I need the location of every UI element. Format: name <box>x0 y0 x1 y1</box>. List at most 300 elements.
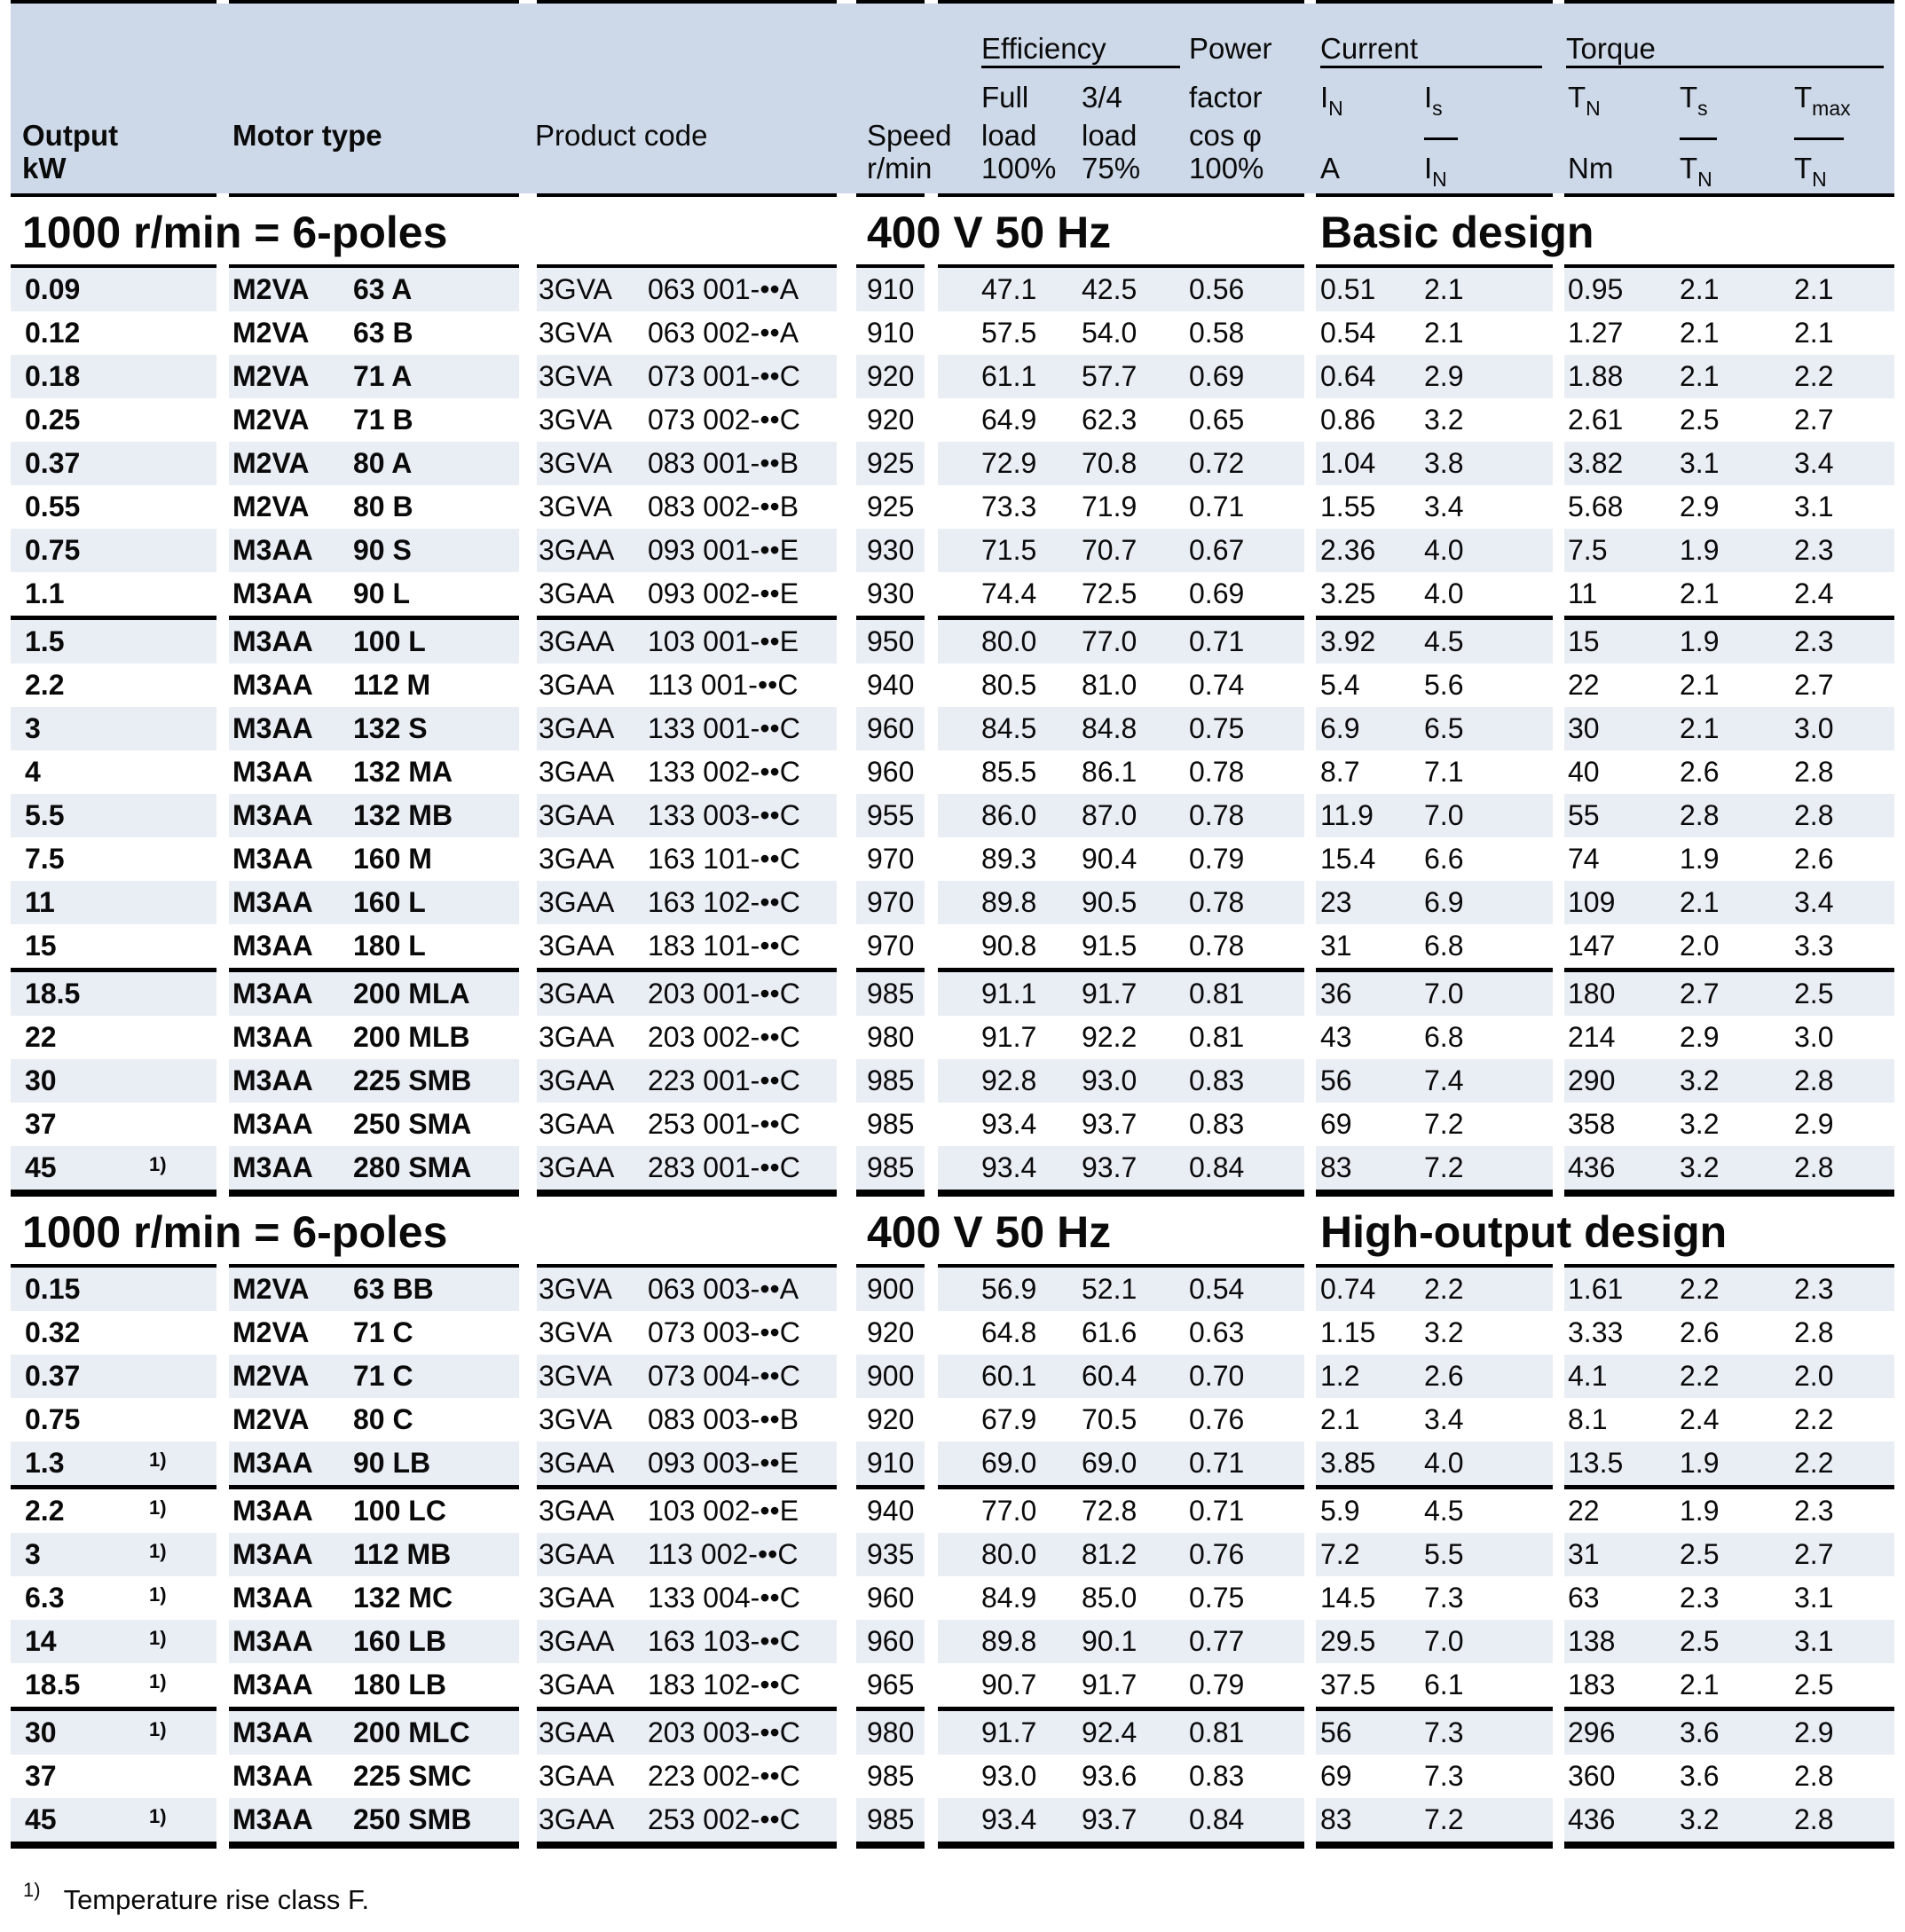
cell-eff-34: 52.1 <box>1082 1273 1137 1305</box>
cell-ts-tn-ratio: 2.2 <box>1680 1273 1720 1305</box>
cell-power-factor: 0.84 <box>1189 1803 1245 1835</box>
cell-eff-34: 91.7 <box>1082 978 1137 1009</box>
cell-eff-full: 91.1 <box>981 978 1037 1009</box>
cell-code-prefix: 3GAA <box>539 1064 615 1096</box>
cell-footnote-mark: 1) <box>149 1540 167 1562</box>
cell-motor-size: 180 L <box>353 930 426 962</box>
cell-speed: 960 <box>867 1582 915 1614</box>
cell-tmax-tn-ratio: 2.8 <box>1794 1803 1834 1835</box>
col-header-tn-unit: Nm <box>1568 152 1614 185</box>
cell-motor-series: M2VA <box>232 317 310 349</box>
cell-output: 2.2 <box>25 1495 65 1527</box>
cell-tmax-tn-ratio: 2.2 <box>1794 360 1834 392</box>
cell-code-number: 103 001-••E <box>648 625 799 657</box>
cell-code-prefix: 3GVA <box>539 491 612 522</box>
cell-eff-full: 47.1 <box>981 273 1037 305</box>
cell-tn-torque: 5.68 <box>1568 491 1624 522</box>
cell-tn-torque: 15 <box>1568 625 1600 657</box>
cell-eff-34: 90.5 <box>1082 886 1137 918</box>
cell-speed: 930 <box>867 534 915 566</box>
cell-speed: 955 <box>867 799 915 831</box>
cell-code-number: 113 002-••C <box>648 1538 799 1570</box>
cell-code-prefix: 3GAA <box>539 1582 615 1614</box>
cell-power-factor: 0.67 <box>1189 534 1245 566</box>
cell-code-number: 163 101-••C <box>648 843 800 875</box>
cell-ts-tn-ratio: 2.2 <box>1680 1360 1720 1392</box>
col-header-product-code: Product code <box>535 119 708 152</box>
cell-power-factor: 0.83 <box>1189 1064 1245 1096</box>
cell-tmax-tn-ratio: 2.8 <box>1794 756 1834 788</box>
cell-output: 0.25 <box>25 404 81 436</box>
section-title-design: High-output design <box>1320 1207 1728 1257</box>
cell-tn-torque: 13.5 <box>1568 1447 1624 1479</box>
cell-speed: 910 <box>867 317 915 349</box>
cell-motor-series: M3AA <box>232 534 313 566</box>
cell-motor-series: M3AA <box>232 978 313 1009</box>
cell-in-current: 69 <box>1320 1760 1352 1792</box>
cell-tmax-tn-ratio: 2.9 <box>1794 1716 1834 1748</box>
cell-eff-34: 57.7 <box>1082 360 1137 392</box>
cell-in-current: 1.15 <box>1320 1316 1376 1348</box>
col-header-speed: Speed <box>867 119 952 152</box>
table-row <box>0 1059 1905 1103</box>
cell-speed: 970 <box>867 886 915 918</box>
cell-motor-size: 160 L <box>353 886 426 918</box>
cell-tmax-tn-ratio: 2.9 <box>1794 1108 1834 1140</box>
cell-motor-size: 180 LB <box>353 1669 446 1700</box>
cell-code-prefix: 3GAA <box>539 625 615 657</box>
table-row <box>0 794 1905 837</box>
cell-ts-tn-ratio: 2.5 <box>1680 404 1720 436</box>
cell-code-prefix: 3GAA <box>539 799 615 831</box>
cell-motor-size: 90 S <box>353 534 412 566</box>
cell-ts-tn-ratio: 1.9 <box>1680 625 1720 657</box>
cell-footnote-mark: 1) <box>149 1627 167 1649</box>
cell-eff-full: 84.9 <box>981 1582 1037 1614</box>
cell-eff-full: 93.0 <box>981 1760 1037 1792</box>
cell-eff-34: 92.4 <box>1082 1716 1137 1748</box>
cell-is-in-ratio: 7.0 <box>1424 799 1464 831</box>
table-row <box>0 620 1905 664</box>
cell-eff-full: 60.1 <box>981 1360 1037 1392</box>
cell-code-prefix: 3GAA <box>539 843 615 875</box>
cell-motor-size: 112 MB <box>353 1538 452 1570</box>
cell-speed: 940 <box>867 1495 915 1527</box>
col-header-is-num: $I_s$ <box>1424 81 1443 120</box>
cell-is-in-ratio: 7.3 <box>1424 1760 1464 1792</box>
col-header-full-load-1: Full <box>981 81 1029 114</box>
cell-speed: 960 <box>867 1625 915 1657</box>
cell-tn-torque: 31 <box>1568 1538 1600 1570</box>
cell-is-in-ratio: 2.1 <box>1424 317 1464 349</box>
col-header-34-load-3: 75% <box>1082 152 1141 185</box>
cell-tmax-tn-ratio: 2.2 <box>1794 1447 1834 1479</box>
cell-in-current: 3.92 <box>1320 625 1376 657</box>
cell-output: 37 <box>25 1760 57 1792</box>
cell-power-factor: 0.69 <box>1189 360 1245 392</box>
cell-in-current: 36 <box>1320 978 1352 1009</box>
cell-tmax-tn-ratio: 3.4 <box>1794 886 1834 918</box>
cell-eff-full: 56.9 <box>981 1273 1037 1305</box>
cell-is-in-ratio: 3.4 <box>1424 491 1464 522</box>
cell-code-number: 253 002-••C <box>648 1803 800 1835</box>
cell-eff-34: 93.7 <box>1082 1151 1137 1183</box>
cell-speed: 970 <box>867 930 915 962</box>
cell-tn-torque: 11 <box>1568 577 1598 609</box>
cell-in-current: 56 <box>1320 1716 1352 1748</box>
cell-tmax-tn-ratio: 2.8 <box>1794 1064 1834 1096</box>
cell-in-current: 1.04 <box>1320 447 1376 479</box>
cell-motor-series: M3AA <box>232 712 313 744</box>
cell-output: 4 <box>25 756 41 788</box>
cell-code-prefix: 3GAA <box>539 1669 615 1700</box>
table-row <box>0 972 1905 1016</box>
cell-is-in-ratio: 4.5 <box>1424 625 1464 657</box>
col-header-power-3: cos φ <box>1189 119 1262 152</box>
cell-tn-torque: 63 <box>1568 1582 1600 1614</box>
cell-footnote-mark: 1) <box>149 1718 167 1740</box>
cell-in-current: 0.51 <box>1320 273 1376 305</box>
cell-is-in-ratio: 4.0 <box>1424 534 1464 566</box>
cell-speed: 985 <box>867 1108 915 1140</box>
cell-code-number: 093 003-••E <box>648 1447 799 1479</box>
cell-ts-tn-ratio: 2.1 <box>1680 273 1720 305</box>
cell-ts-tn-ratio: 2.1 <box>1680 1669 1720 1700</box>
cell-motor-size: 160 M <box>353 843 432 875</box>
section-title-voltage: 400 V 50 Hz <box>867 1207 1112 1257</box>
cell-power-factor: 0.76 <box>1189 1403 1245 1435</box>
cell-motor-series: M3AA <box>232 1538 313 1570</box>
cell-code-prefix: 3GVA <box>539 1273 612 1305</box>
cell-ts-tn-ratio: 2.9 <box>1680 1021 1720 1053</box>
cell-power-factor: 0.65 <box>1189 404 1245 436</box>
table-row <box>0 707 1905 750</box>
cell-is-in-ratio: 2.1 <box>1424 273 1464 305</box>
cell-tmax-tn-ratio: 2.8 <box>1794 1151 1834 1183</box>
cell-eff-34: 54.0 <box>1082 317 1137 349</box>
cell-eff-full: 84.5 <box>981 712 1037 744</box>
group-header-efficiency: Efficiency <box>981 32 1106 65</box>
cell-power-factor: 0.83 <box>1189 1760 1245 1792</box>
cell-speed: 970 <box>867 843 915 875</box>
cell-ts-tn-ratio: 2.1 <box>1680 360 1720 392</box>
cell-in-current: 23 <box>1320 886 1352 918</box>
cell-motor-series: M3AA <box>232 799 313 831</box>
cell-motor-size: 90 LB <box>353 1447 431 1479</box>
cell-code-prefix: 3GAA <box>539 669 615 701</box>
cell-in-current: 2.36 <box>1320 534 1376 566</box>
cell-eff-34: 81.2 <box>1082 1538 1137 1570</box>
cell-tmax-tn-ratio: 3.1 <box>1794 1582 1834 1614</box>
cell-tn-torque: 436 <box>1568 1803 1616 1835</box>
cell-motor-series: M3AA <box>232 886 313 918</box>
section-title-poles: 1000 r/min = 6-poles <box>22 208 448 257</box>
cell-is-in-ratio: 7.0 <box>1424 978 1464 1009</box>
cell-power-factor: 0.71 <box>1189 491 1245 522</box>
cell-output: 37 <box>25 1108 57 1140</box>
cell-tn-torque: 2.61 <box>1568 404 1624 436</box>
table-row <box>0 1311 1905 1355</box>
cell-tn-torque: 4.1 <box>1568 1360 1608 1392</box>
cell-eff-34: 70.7 <box>1082 534 1137 566</box>
cell-power-factor: 0.63 <box>1189 1316 1245 1348</box>
cell-eff-full: 91.7 <box>981 1716 1037 1748</box>
cell-is-in-ratio: 7.2 <box>1424 1108 1464 1140</box>
section-title-poles: 1000 r/min = 6-poles <box>22 1207 448 1257</box>
cell-motor-series: M3AA <box>232 625 313 657</box>
cell-power-factor: 0.81 <box>1189 1716 1245 1748</box>
col-header-34-load-1: 3/4 <box>1082 81 1122 114</box>
cell-code-prefix: 3GVA <box>539 360 612 392</box>
group-header-current: Current <box>1320 32 1419 65</box>
cell-power-factor: 0.72 <box>1189 447 1245 479</box>
cell-ts-tn-ratio: 2.1 <box>1680 669 1720 701</box>
cell-tmax-tn-ratio: 2.4 <box>1794 577 1834 609</box>
cell-speed: 960 <box>867 712 915 744</box>
col-header-output: Output <box>22 119 119 152</box>
cell-code-number: 203 003-••C <box>648 1716 800 1748</box>
cell-motor-series: M3AA <box>232 930 313 962</box>
cell-eff-full: 72.9 <box>981 447 1037 479</box>
cell-speed: 985 <box>867 978 915 1009</box>
cell-code-number: 073 002-••C <box>648 404 800 436</box>
cell-tn-torque: 214 <box>1568 1021 1616 1053</box>
cell-motor-size: 71 B <box>353 404 413 436</box>
cell-output: 0.37 <box>25 1360 81 1392</box>
cell-ts-tn-ratio: 2.1 <box>1680 577 1720 609</box>
cell-tmax-tn-ratio: 3.3 <box>1794 930 1834 962</box>
cell-motor-series: M3AA <box>232 1716 313 1748</box>
cell-eff-full: 90.7 <box>981 1669 1037 1700</box>
col-header-34-load-2: load <box>1082 119 1137 152</box>
col-header-ts-num: $T_s$ <box>1680 81 1708 120</box>
cell-eff-full: 57.5 <box>981 317 1037 349</box>
cell-speed: 985 <box>867 1803 915 1835</box>
cell-motor-size: 225 SMB <box>353 1064 472 1096</box>
table-row <box>0 1663 1905 1707</box>
cell-ts-tn-ratio: 2.3 <box>1680 1582 1720 1614</box>
cell-code-prefix: 3GAA <box>539 1495 615 1527</box>
section-title-voltage: 400 V 50 Hz <box>867 208 1112 257</box>
col-header-ts-den: $T_N$ <box>1680 152 1712 191</box>
cell-eff-34: 84.8 <box>1082 712 1137 744</box>
cell-code-number: 133 003-••C <box>648 799 800 831</box>
cell-is-in-ratio: 2.6 <box>1424 1360 1464 1392</box>
cell-tn-torque: 8.1 <box>1568 1403 1608 1435</box>
cell-eff-full: 85.5 <box>981 756 1037 788</box>
cell-output: 0.75 <box>25 1403 81 1435</box>
cell-motor-size: 63 B <box>353 317 413 349</box>
cell-code-number: 113 001-••C <box>648 669 799 701</box>
cell-power-factor: 0.78 <box>1189 930 1245 962</box>
cell-motor-series: M2VA <box>232 273 310 305</box>
table-row <box>0 1355 1905 1398</box>
cell-is-in-ratio: 4.5 <box>1424 1495 1464 1527</box>
cell-eff-34: 93.7 <box>1082 1803 1137 1835</box>
cell-speed: 935 <box>867 1538 915 1570</box>
cell-power-factor: 0.69 <box>1189 577 1245 609</box>
cell-motor-size: 63 A <box>353 273 413 305</box>
table-row <box>0 1268 1905 1311</box>
cell-code-prefix: 3GVA <box>539 1316 612 1348</box>
cell-tmax-tn-ratio: 2.3 <box>1794 1495 1834 1527</box>
cell-code-number: 093 002-••E <box>648 577 799 609</box>
cell-code-number: 083 003-••B <box>648 1403 799 1435</box>
cell-eff-full: 80.0 <box>981 625 1037 657</box>
cell-speed: 925 <box>867 491 915 522</box>
cell-is-in-ratio: 6.9 <box>1424 886 1464 918</box>
cell-tn-torque: 40 <box>1568 756 1600 788</box>
cell-motor-size: 80 B <box>353 491 413 522</box>
table-column-header <box>0 4 1905 193</box>
cell-code-number: 093 001-••E <box>648 534 799 566</box>
cell-ts-tn-ratio: 2.5 <box>1680 1538 1720 1570</box>
table-row <box>0 1103 1905 1146</box>
cell-in-current: 83 <box>1320 1151 1352 1183</box>
cell-ts-tn-ratio: 2.6 <box>1680 756 1720 788</box>
table-row <box>0 1016 1905 1059</box>
cell-in-current: 1.55 <box>1320 491 1376 522</box>
cell-speed: 960 <box>867 756 915 788</box>
cell-motor-size: 132 MC <box>353 1582 453 1614</box>
cell-speed: 965 <box>867 1669 915 1700</box>
cell-code-prefix: 3GAA <box>539 712 615 744</box>
cell-eff-34: 77.0 <box>1082 625 1137 657</box>
cell-code-number: 283 001-••C <box>648 1151 800 1183</box>
cell-output: 0.15 <box>25 1273 81 1305</box>
cell-motor-size: 132 S <box>353 712 428 744</box>
cell-eff-34: 70.8 <box>1082 447 1137 479</box>
cell-in-current: 5.9 <box>1320 1495 1360 1527</box>
cell-code-prefix: 3GAA <box>539 1760 615 1792</box>
cell-power-factor: 0.58 <box>1189 317 1245 349</box>
table-row <box>0 1398 1905 1441</box>
cell-is-in-ratio: 4.0 <box>1424 577 1464 609</box>
section-title-design: Basic design <box>1320 208 1594 257</box>
cell-is-in-ratio: 2.2 <box>1424 1273 1464 1305</box>
cell-code-number: 183 102-••C <box>648 1669 800 1700</box>
cell-motor-size: 225 SMC <box>353 1760 472 1792</box>
cell-motor-series: M3AA <box>232 756 313 788</box>
cell-tmax-tn-ratio: 3.1 <box>1794 1625 1834 1657</box>
cell-in-current: 83 <box>1320 1803 1352 1835</box>
cell-motor-series: M2VA <box>232 447 310 479</box>
col-header-full-load-3: 100% <box>981 152 1057 185</box>
cell-code-number: 223 002-••C <box>648 1760 800 1792</box>
cell-eff-full: 92.8 <box>981 1064 1037 1096</box>
cell-eff-full: 80.0 <box>981 1538 1037 1570</box>
cell-ts-tn-ratio: 3.2 <box>1680 1064 1720 1096</box>
cell-eff-full: 69.0 <box>981 1447 1037 1479</box>
cell-tn-torque: 183 <box>1568 1669 1616 1700</box>
cell-code-number: 133 001-••C <box>648 712 800 744</box>
cell-speed: 930 <box>867 577 915 609</box>
cell-in-current: 2.1 <box>1320 1403 1360 1435</box>
footnote <box>23 1873 1905 1917</box>
cell-eff-34: 70.5 <box>1082 1403 1137 1435</box>
cell-footnote-mark: 1) <box>149 1449 167 1471</box>
cell-ts-tn-ratio: 1.9 <box>1680 1447 1720 1479</box>
cell-output: 1.3 <box>25 1447 65 1479</box>
cell-ts-tn-ratio: 2.1 <box>1680 712 1720 744</box>
cell-in-current: 8.7 <box>1320 756 1360 788</box>
col-header-power-4: 100% <box>1189 152 1264 185</box>
cell-power-factor: 0.75 <box>1189 712 1245 744</box>
table-row <box>0 1146 1905 1190</box>
cell-eff-34: 61.6 <box>1082 1316 1137 1348</box>
cell-eff-full: 80.5 <box>981 669 1037 701</box>
cell-motor-size: 100 LC <box>353 1495 446 1527</box>
cell-motor-size: 250 SMB <box>353 1803 472 1835</box>
cell-code-prefix: 3GAA <box>539 978 615 1009</box>
cell-in-current: 0.74 <box>1320 1273 1376 1305</box>
cell-in-current: 69 <box>1320 1108 1352 1140</box>
cell-eff-full: 89.8 <box>981 1625 1037 1657</box>
cell-eff-34: 93.0 <box>1082 1064 1137 1096</box>
cell-motor-series: M2VA <box>232 1360 310 1392</box>
cell-power-factor: 0.54 <box>1189 1273 1245 1305</box>
cell-power-factor: 0.78 <box>1189 799 1245 831</box>
cell-output: 5.5 <box>25 799 65 831</box>
col-header-full-load-2: load <box>981 119 1037 152</box>
cell-motor-size: 63 BB <box>353 1273 434 1305</box>
cell-tmax-tn-ratio: 2.2 <box>1794 1403 1834 1435</box>
cell-eff-full: 89.8 <box>981 886 1037 918</box>
cell-ts-tn-ratio: 2.7 <box>1680 978 1720 1009</box>
section-header-basic <box>0 197 1905 264</box>
cell-footnote-mark: 1) <box>149 1583 167 1606</box>
cell-eff-34: 72.8 <box>1082 1495 1137 1527</box>
cell-code-number: 183 101-••C <box>648 930 800 962</box>
cell-eff-34: 71.9 <box>1082 491 1137 522</box>
col-header-power-2: factor <box>1189 81 1263 114</box>
cell-power-factor: 0.81 <box>1189 1021 1245 1053</box>
cell-code-number: 083 002-••B <box>648 491 799 522</box>
cell-eff-34: 81.0 <box>1082 669 1137 701</box>
cell-speed: 950 <box>867 625 915 657</box>
table-row <box>0 1842 1905 1849</box>
cell-eff-34: 93.7 <box>1082 1108 1137 1140</box>
cell-speed: 920 <box>867 1403 915 1435</box>
cell-eff-full: 86.0 <box>981 799 1037 831</box>
cell-eff-34: 87.0 <box>1082 799 1137 831</box>
cell-eff-full: 93.4 <box>981 1803 1037 1835</box>
col-header-tn: $T_N$ <box>1568 81 1601 120</box>
cell-is-in-ratio: 4.0 <box>1424 1447 1464 1479</box>
col-header-motor-type: Motor type <box>232 119 382 152</box>
cell-is-in-ratio: 7.1 <box>1424 756 1464 788</box>
cell-output: 18.5 <box>25 1669 81 1700</box>
cell-eff-full: 71.5 <box>981 534 1037 566</box>
cell-is-in-ratio: 7.2 <box>1424 1151 1464 1183</box>
cell-power-factor: 0.83 <box>1189 1108 1245 1140</box>
cell-ts-tn-ratio: 3.2 <box>1680 1108 1720 1140</box>
cell-motor-series: M3AA <box>232 1021 313 1053</box>
cell-tn-torque: 0.95 <box>1568 273 1624 305</box>
cell-speed: 920 <box>867 360 915 392</box>
cell-footnote-mark: 1) <box>149 1153 167 1175</box>
cell-ts-tn-ratio: 3.6 <box>1680 1716 1720 1748</box>
high-output-design-rows <box>0 1264 1905 1849</box>
cell-tmax-tn-ratio: 2.5 <box>1794 1669 1834 1700</box>
cell-tn-torque: 1.27 <box>1568 317 1624 349</box>
cell-tn-torque: 360 <box>1568 1760 1616 1792</box>
col-header-power-1: Power <box>1189 32 1272 65</box>
cell-ts-tn-ratio: 2.5 <box>1680 1625 1720 1657</box>
cell-tn-torque: 138 <box>1568 1625 1616 1657</box>
cell-output: 45 <box>25 1803 57 1835</box>
cell-ts-tn-ratio: 1.9 <box>1680 1495 1720 1527</box>
